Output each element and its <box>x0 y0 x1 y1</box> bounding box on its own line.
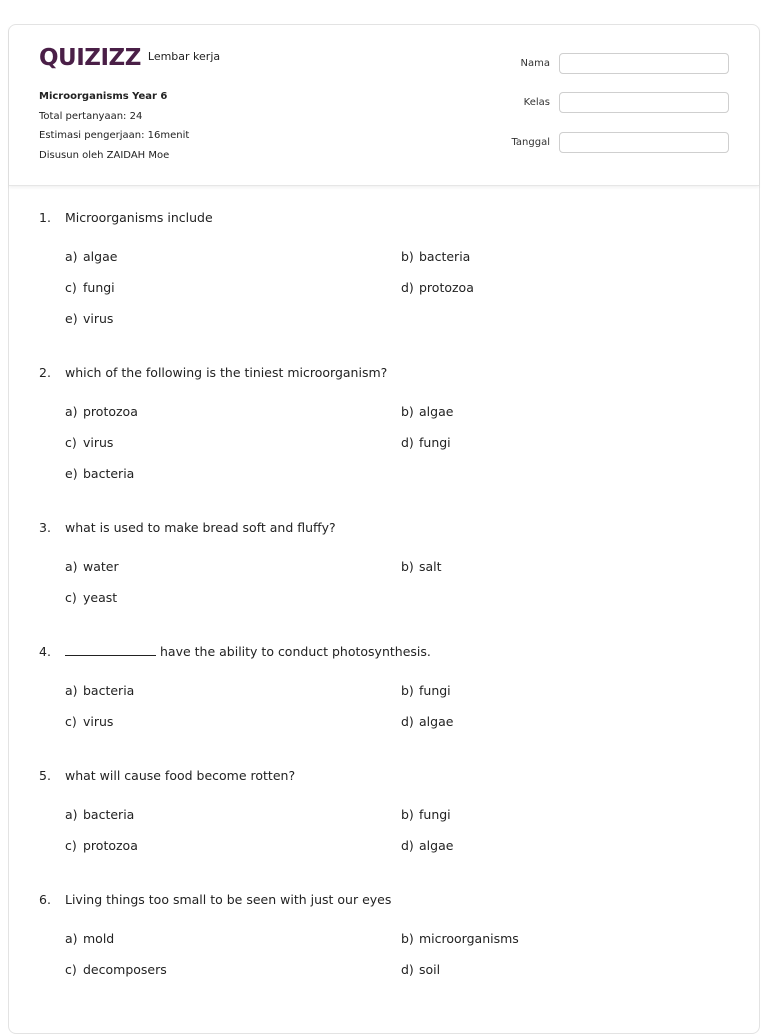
brand <box>39 45 220 71</box>
author: Disusun oleh ZAIDAH Moe <box>39 149 170 161</box>
option-e[interactable]: e) virus <box>65 311 114 326</box>
option-d[interactable]: d) protozoa <box>401 280 474 295</box>
question-text: which of the following is the tiniest microorganism? <box>65 365 388 380</box>
name-label: Nama <box>520 58 550 69</box>
question-text: have the ability to conduct photosynthesis. <box>65 644 431 659</box>
option-b[interactable]: b) fungi <box>401 807 451 822</box>
question-text: Microorganisms include <box>65 210 213 225</box>
question-number: 3. <box>39 520 51 535</box>
class-field-row <box>500 92 729 113</box>
date-input[interactable] <box>559 132 729 153</box>
worksheet-header <box>9 25 759 186</box>
option-c[interactable]: c) decomposers <box>65 962 167 977</box>
option-a[interactable]: a) algae <box>65 249 118 264</box>
option-c[interactable]: c) virus <box>65 714 114 729</box>
option-a[interactable]: a) protozoa <box>65 404 138 419</box>
option-c[interactable]: c) virus <box>65 435 114 450</box>
option-d[interactable]: d) soil <box>401 962 441 977</box>
option-d[interactable]: d) algae <box>401 838 454 853</box>
option-d[interactable]: d) algae <box>401 714 454 729</box>
option-c[interactable]: c) yeast <box>65 590 118 605</box>
option-a[interactable]: a) bacteria <box>65 807 135 822</box>
total-questions: Total pertanyaan: 24 <box>39 110 143 122</box>
option-a[interactable]: a) mold <box>65 931 115 946</box>
worksheet-meta <box>39 87 189 165</box>
question-text: Living things too small to be seen with just our eyes <box>65 892 392 907</box>
option-b[interactable]: b) bacteria <box>401 249 471 264</box>
date-label: Tanggal <box>511 137 550 148</box>
worksheet <box>8 24 760 1034</box>
option-d[interactable]: d) fungi <box>401 435 451 450</box>
class-input[interactable] <box>559 92 729 113</box>
option-e[interactable]: e) bacteria <box>65 466 135 481</box>
worksheet-title: Microorganisms Year 6 <box>39 91 168 102</box>
option-c[interactable]: c) protozoa <box>65 838 138 853</box>
worksheet-label: Lembar kerja <box>147 49 221 63</box>
question-number: 2. <box>39 365 51 380</box>
option-a[interactable]: a) water <box>65 559 119 574</box>
name-field-row <box>500 53 729 74</box>
option-b[interactable]: b) fungi <box>401 683 451 698</box>
option-a[interactable]: a) bacteria <box>65 683 135 698</box>
name-input[interactable] <box>559 53 729 74</box>
date-field-row <box>500 132 729 153</box>
question-number: 1. <box>39 210 51 225</box>
option-c[interactable]: c) fungi <box>65 280 115 295</box>
class-label: Kelas <box>523 97 550 108</box>
option-b[interactable]: b) salt <box>401 559 442 574</box>
question-number: 6. <box>39 892 51 907</box>
question-number: 4. <box>39 644 51 659</box>
option-b[interactable]: b) algae <box>401 404 454 419</box>
question-number: 5. <box>39 768 51 783</box>
question-text: what will cause food become rotten? <box>65 768 296 783</box>
option-b[interactable]: b) microorganisms <box>401 931 519 946</box>
question-text: what is used to make bread soft and fluffy? <box>65 520 336 535</box>
answer-blank <box>65 644 156 656</box>
quizizz-logo: QUIZIZZ <box>39 45 141 71</box>
estimated-time: Estimasi pengerjaan: 16menit <box>39 130 190 141</box>
